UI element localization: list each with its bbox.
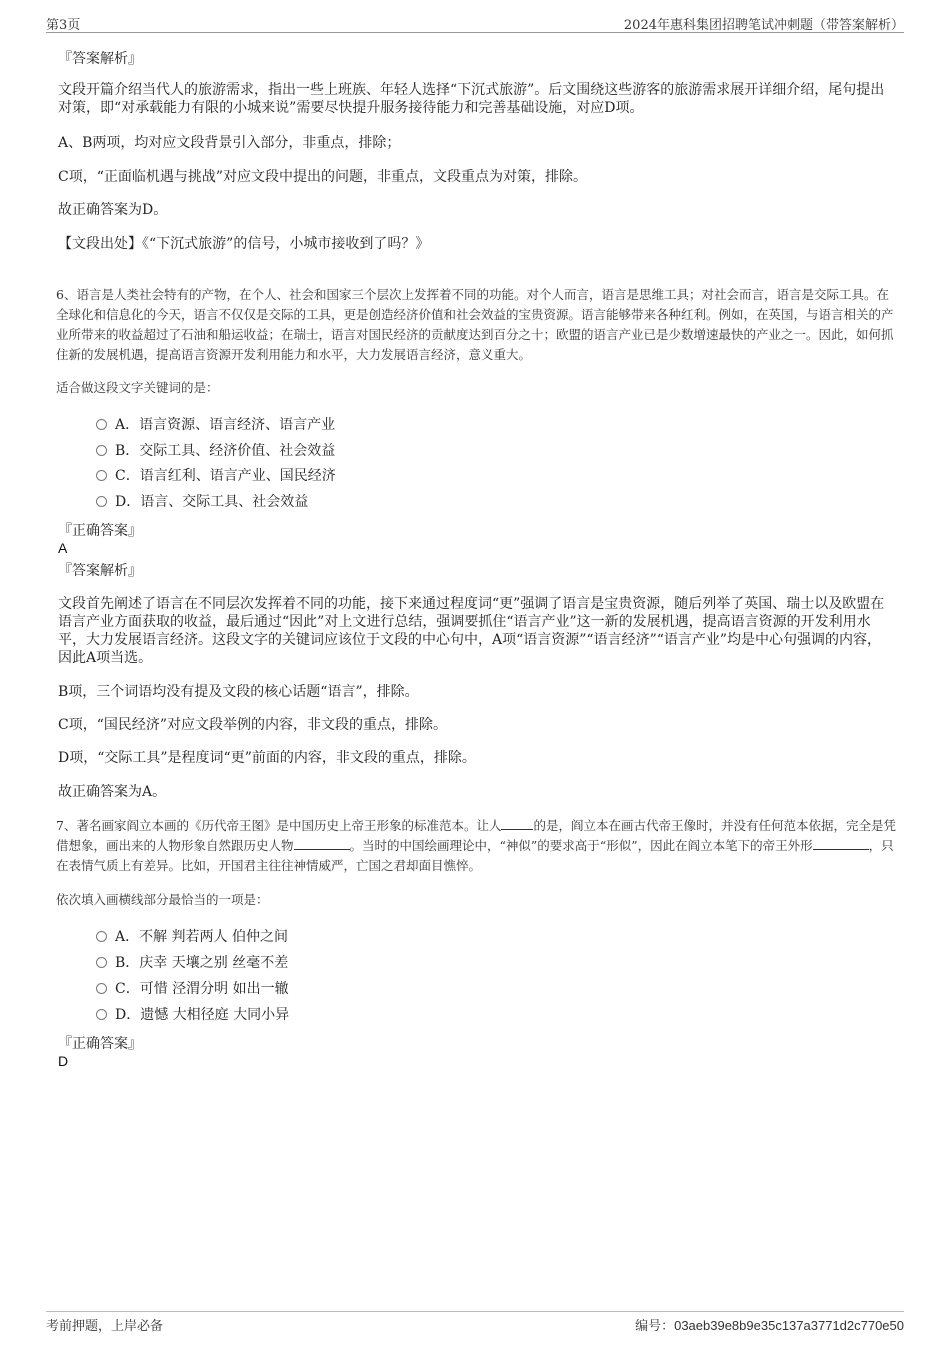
q6-option-a[interactable]: A．语言资源、语言经济、语言产业: [96, 416, 335, 434]
q6-analysis-p2: B项，三个词语均没有提及文段的核心话题“语言”，排除。: [58, 684, 419, 700]
q6-stem: 6、语言是人类社会特有的产物，在个人、社会和国家三个层次上发挥着不同的功能。对个人而言，语言是思维工具；对社会而言，语言是交际工具。在全球化和信息化的今天，语言不仅仅是交际的工具，更是创造经济价值和社会效益的宝贵资源。语言能够带来各种红利。例如，在英国，与语言相关的产业所带来的收益超过了石油和船运收益；在瑞士，语言对国民经济的贡献度达到百分之十；欧盟的语言产业已是少数增速最快的产业之一。因此，如何抓住新的发展机遇，提高语言资源开发利用能力和水平，大力发展语言经济，意义重大。: [56, 287, 894, 362]
radio-icon[interactable]: [96, 445, 107, 456]
q7-answer: D: [58, 1053, 69, 1069]
page-number: 第3页: [46, 18, 81, 33]
q6-option-c[interactable]: C．语言红利、语言产业、国民经济: [96, 467, 336, 485]
page-header: [46, 14, 904, 33]
correct-answer-label-q6: 『正确答案』: [58, 523, 142, 539]
q7-stem: 7、著名画家阎立本画的《历代帝王图》是中国历史上帝王形象的标准范本。让人 的是，阎立本在画古代帝王像时，并没有任何范本依据，完全是凭借想象，画出来的人物形象自然跟历史人物 。当时的中国绘画理论中，“神似”的要求高于“形似”，因此在阎立本笔下的帝王外形 ，只在表情气质上有差异。比如，开国君主往往神情威严，亡国之君却面目憔悴。: [56, 818, 896, 873]
correct-answer-label-q7: 『正确答案』: [58, 1036, 142, 1052]
blank-2: [294, 837, 350, 850]
document-code: 编号：03aeb39e8b9e35c137a3771d2c770e50: [635, 1318, 904, 1334]
q5-analysis-p1: 文段开篇介绍当代人的旅游需求，指出一些上班族、年轻人选择“下沉式旅游”。后文围绕这些游客的旅游需求展开详细介绍，尾句提出对策，即“对承载能力有限的小城来说”需要尽快提升服务接待能力和完善基础设施，对应D项。: [58, 82, 885, 116]
q6-analysis-p5: 故正确答案为A。: [58, 784, 167, 800]
blank-3: [813, 837, 869, 850]
radio-icon[interactable]: [96, 419, 107, 430]
radio-icon[interactable]: [96, 1009, 107, 1020]
q6-answer: A: [58, 540, 68, 556]
q6-analysis-p3: C项，“国民经济”对应文段举例的内容，非文段的重点，排除。: [58, 717, 448, 733]
document-title: 2024年惠科集团招聘笔试冲刺题（带答案解析）: [623, 18, 904, 33]
q5-analysis-p3: C项，“正面临机遇与挑战”对应文段中提出的问题，非重点，文段重点为对策，排除。: [58, 169, 588, 185]
q5-analysis-p4: 故正确答案为D。: [58, 202, 168, 218]
q7-option-a[interactable]: A．不解 判若两人 伯仲之间: [96, 928, 288, 946]
q6-option-d[interactable]: D．语言、交际工具、社会效益: [96, 493, 308, 511]
q7-prompt: 依次填入画横线部分最恰当的一项是：: [56, 892, 269, 907]
radio-icon[interactable]: [96, 983, 107, 994]
radio-icon[interactable]: [96, 931, 107, 942]
q7-option-b[interactable]: B．庆幸 天壤之别 丝毫不差: [96, 954, 288, 972]
q6-analysis-p1: 文段首先阐述了语言在不同层次发挥着不同的功能，接下来通过程度词“更”强调了语言是宝贵资源，随后列举了英国、瑞士以及欧盟在语言产业方面获取的收益，最后通过“因此”对上文进行总结，强调要抓住“语言产业”这一新的发展机遇，提高语言资源的开发利用水平，大力发展语言经济。这段文字的关键词应该位于文段的中心句中，A项“语言资源”“语言经济”“语言产业”均是中心句强调的内容，因此A项当选。: [58, 596, 885, 666]
q6-prompt: 适合做这段文字关键词的是：: [56, 380, 219, 395]
q5-source: 【文段出处】《“下沉式旅游”的信号，小城市接收到了吗？》: [58, 236, 430, 252]
page-footer: [46, 1311, 904, 1335]
q7-option-c[interactable]: C．可惜 泾渭分明 如出一辙: [96, 980, 289, 998]
analysis-label-q5: 『答案解析』: [58, 51, 142, 67]
radio-icon[interactable]: [96, 957, 107, 968]
radio-icon[interactable]: [96, 496, 107, 507]
q6-analysis-p4: D项，“交际工具”是程度词“更”前面的内容，非文段的重点，排除。: [58, 750, 476, 766]
footer-slogan: 考前押题，上岸必备: [46, 1319, 164, 1334]
blank-1: [501, 817, 533, 830]
q7-option-d[interactable]: D．遗憾 大相径庭 大同小异: [96, 1006, 289, 1024]
q5-analysis-p2: A、B两项，均对应文段背景引入部分，非重点，排除；: [58, 135, 401, 151]
q6-option-b[interactable]: B．交际工具、经济价值、社会效益: [96, 442, 335, 460]
analysis-label-q6: 『答案解析』: [58, 563, 142, 579]
radio-icon[interactable]: [96, 470, 107, 481]
